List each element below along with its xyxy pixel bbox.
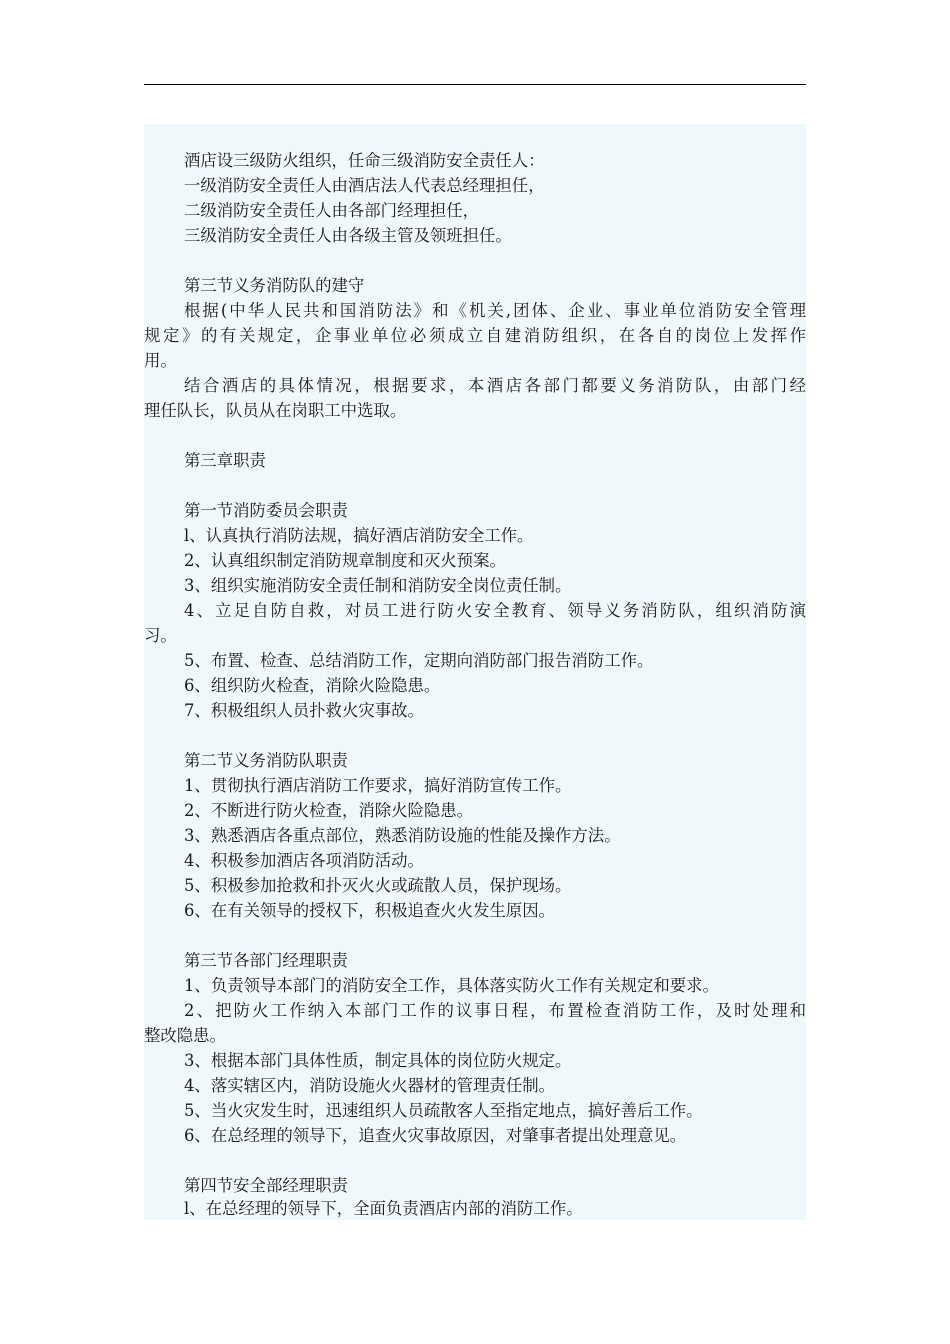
list-item: 1、贯彻执行酒店消防工作要求，搞好消防宣传工作。 [184, 776, 572, 795]
section-heading-2: 第二节义务消防队职责 [184, 751, 348, 770]
paragraph-line: 规定》的有关规定，企事业单位必须成立自建消防组织，在各自的岗位上发挥作 [144, 326, 806, 345]
intro-line-1: 酒店设三级防火组织，任命三级消防安全责任人： [184, 151, 545, 170]
section-heading-3: 第三节各部门经理职责 [184, 951, 348, 970]
list-item: 3、熟悉酒店各重点部位，熟悉消防设施的性能及操作方法。 [184, 826, 621, 845]
chapter-heading: 第三章职责 [184, 451, 266, 470]
header-rule [144, 84, 806, 85]
list-item: 3、根据本部门具体性质，制定具体的岗位防火规定。 [184, 1051, 572, 1070]
list-item: l、在总经理的领导下，全面负责酒店内部的消防工作。 [184, 1199, 583, 1218]
list-item: 1、负责领导本部门的消防安全工作，具体落实防火工作有关规定和要求。 [184, 976, 719, 995]
list-item: 4、立足自防自救，对员工进行防火安全教育、领导义务消防队，组织消防演 [184, 601, 806, 620]
list-item: 6、在有关领导的授权下，积极追查火火发生原因。 [184, 901, 556, 920]
list-item: 6、组织防火检查，消除火险隐患。 [184, 676, 441, 695]
intro-line-2: 一级消防安全责任人由酒店法人代表总经理担任， [184, 176, 545, 195]
document-body [144, 124, 806, 1220]
list-item-continuation: 习。 [144, 626, 177, 645]
list-item: l、认真执行消防法规，搞好酒店消防安全工作。 [184, 526, 534, 545]
section-heading-4: 第四节安全部经理职责 [184, 1176, 348, 1195]
list-item-continuation: 整改隐患。 [144, 1026, 226, 1045]
list-item: 3、组织实施消防安全责任制和消防安全岗位责任制。 [184, 576, 572, 595]
list-item: 2、不断进行防火检查，消除火险隐患。 [184, 801, 474, 820]
list-item: 7、积极组织人员扑救火灾事故。 [184, 701, 424, 720]
list-item: 4、落实辖区内，消防设施火火器材的管理责任制。 [184, 1076, 556, 1095]
list-item: 2、认真组织制定消防规章制度和灭火预案。 [184, 551, 506, 570]
paragraph-line: 结合酒店的具体情况，根据要求，本酒店各部门都要义务消防队，由部门经 [184, 376, 806, 395]
section-heading-1: 第一节消防委员会职责 [184, 501, 348, 520]
list-item: 6、在总经理的领导下，追查火灾事故原因，对肇事者提出处理意见。 [184, 1126, 687, 1145]
intro-line-4: 三级消防安全责任人由各级主管及领班担任。 [184, 226, 512, 245]
section-heading-volunteer: 第三节义务消防队的建守 [184, 276, 365, 295]
intro-line-3: 二级消防安全责任人由各部门经理担任， [184, 201, 480, 220]
list-item: 5、积极参加抢救和扑灭火火或疏散人员，保护现场。 [184, 876, 572, 895]
paragraph-line: 根据(中华人民共和国消防法》和《机关,团体、企业、事业单位消防安全管理 [184, 301, 806, 320]
list-item: 4、积极参加酒店各项消防活动。 [184, 851, 424, 870]
list-item: 5、当火灾发生时，迅速组织人员疏散客人至指定地点，搞好善后工作。 [184, 1101, 703, 1120]
paragraph-line: 用。 [144, 351, 177, 370]
list-item: 2、把防火工作纳入本部门工作的议事日程，布置检查消防工作，及时处理和 [184, 1001, 806, 1020]
paragraph-line: 理任队长，队员从在岗职工中选取。 [144, 401, 407, 420]
list-item: 5、布置、检查、总结消防工作，定期向消防部门报告消防工作。 [184, 651, 654, 670]
